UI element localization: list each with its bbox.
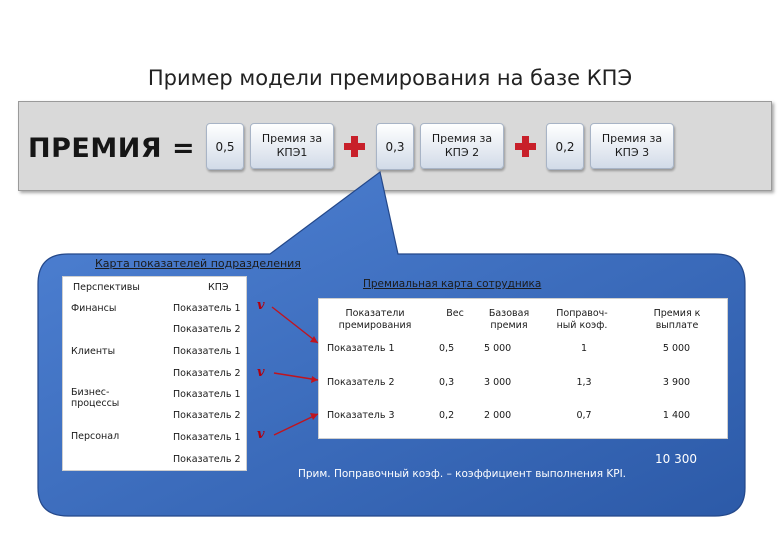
table-cell: 3 900 — [662, 377, 691, 388]
table-cell: 3 000 — [484, 377, 512, 388]
table-cell: 2 000 — [484, 410, 512, 421]
table-cell: 1 400 — [662, 410, 691, 421]
coef-box-2: 0,3 — [376, 123, 414, 170]
perspective-label: Персонал — [71, 431, 120, 442]
perspective-label: Клиенты — [71, 346, 116, 357]
indicator-label: Показатель 1 — [173, 346, 241, 357]
dept-card-table — [62, 276, 247, 471]
indicator-label: Показатель 2 — [173, 324, 241, 335]
perspective-label: Финансы — [71, 303, 117, 314]
column-header: Показатели премирования — [338, 308, 412, 331]
kpe-box-3: Премия за КПЭ 3 — [590, 123, 674, 169]
table-cell: 0,5 — [439, 343, 455, 354]
indicator-label: Показатель 2 — [173, 410, 241, 421]
indicator-label: Показатель 1 — [173, 303, 241, 314]
column-header: Премия к выплате — [653, 308, 701, 331]
dept-card-title: Карта показателей подразделения — [95, 257, 301, 270]
coef-box-1: 0,5 — [206, 123, 244, 170]
column-header: Базовая премия — [488, 308, 530, 331]
column-header: Поправоч-ный коэф. — [556, 308, 608, 331]
check-mark: v — [257, 298, 265, 313]
table-cell: 1 — [580, 343, 588, 354]
table-cell: 0,3 — [439, 377, 455, 388]
column-header: КПЭ — [208, 282, 229, 293]
table-cell: 5 000 — [484, 343, 512, 354]
table-cell: Показатель 1 — [327, 343, 395, 354]
total-amount: 10 300 — [655, 452, 697, 466]
indicator-label: Показатель 1 — [173, 432, 241, 443]
perspective-label: Бизнес-процессы — [71, 387, 120, 409]
kpe-box-1: Премия за КПЭ1 — [250, 123, 334, 169]
page-title: Пример модели премирования на базе КПЭ — [147, 66, 633, 90]
column-header: Вес — [446, 308, 464, 319]
table-cell: 1,3 — [576, 377, 592, 388]
indicator-label: Показатель 2 — [173, 454, 241, 465]
indicator-label: Показатель 2 — [173, 368, 241, 379]
table-cell: 0,2 — [439, 410, 455, 421]
column-header: Перспективы — [73, 282, 140, 293]
table-cell: Показатель 2 — [327, 377, 395, 388]
check-mark: v — [257, 427, 265, 442]
table-cell: 5 000 — [662, 343, 691, 354]
table-cell: 0,7 — [576, 410, 592, 421]
check-mark: v — [257, 365, 265, 380]
footnote: Прим. Поправочный коэф. – коэффициент выполнения KPI. — [298, 468, 627, 480]
premia-label: ПРЕМИЯ = — [28, 133, 196, 164]
employee-card-table — [318, 298, 728, 439]
indicator-label: Показатель 1 — [173, 389, 241, 400]
employee-card-title: Премиальная карта сотрудника — [363, 278, 542, 290]
table-cell: Показатель 3 — [327, 410, 395, 421]
kpe-box-2: Премия за КПЭ 2 — [420, 123, 504, 169]
coef-box-3: 0,2 — [546, 123, 584, 170]
